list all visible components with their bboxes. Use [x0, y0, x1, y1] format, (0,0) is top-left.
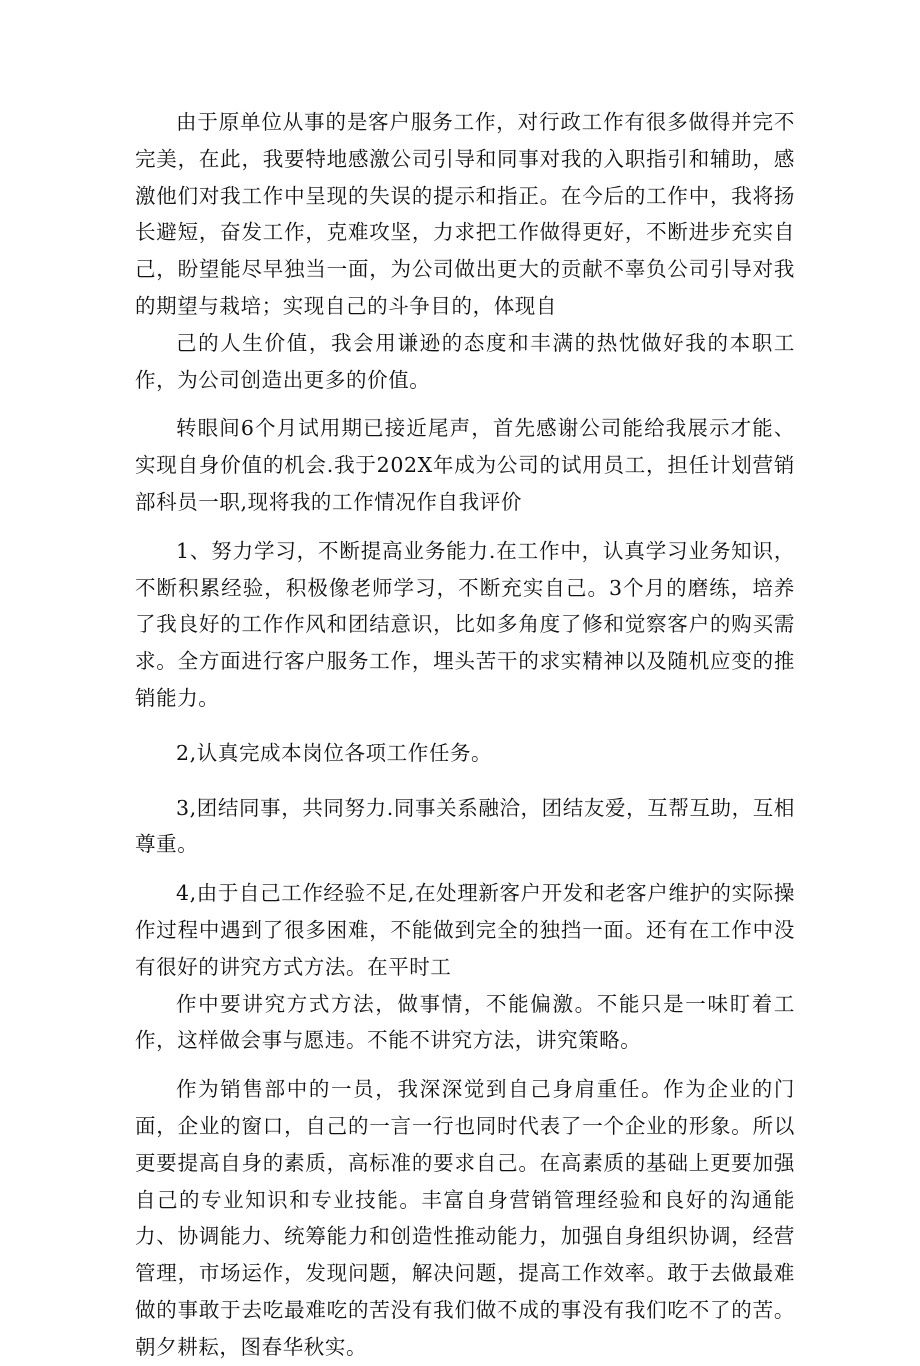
- paragraph-7: 4,由于自己工作经验不足,在处理新客户开发和老客户维护的实际操作过程中遇到了很多困难，不能做到完全的独挡一面。还有在工作中没有很好的讲究方式方法。在平时工: [135, 881, 795, 979]
- paragraph-3: 转眼间6个月试用期已接近尾声，首先感谢公司能给我展示才能、实现自身价值的机会.我于202X年成为公司的试用员工，担任计划营销部科员一职,现将我的工作情况作自我评价: [135, 416, 795, 514]
- paragraph-2: 己的人生价值，我会用谦逊的态度和丰满的热忱做好我的本职工作，为公司创造出更多的价值。: [135, 330, 795, 392]
- paragraph-4: 1、努力学习，不断提高业务能力.在工作中，认真学习业务知识，不断积累经验，积极像老师学习，不断充实自己。3个月的磨练，培养了我良好的工作作风和团结意识，比如多角度了修和觉察客户的购买需求。全方面进行客户服务工作，埋头苦干的求实精神以及随机应变的推销能力。: [135, 538, 795, 710]
- paragraph-6: 3,团结同事，共同努力.同事关系融洽，团结友爱，互帮互助，互相尊重。: [135, 795, 795, 857]
- paragraph-1: 由于原单位从事的是客户服务工作，对行政工作有很多做得并完不完美，在此，我要特地感激公司引导和同事对我的入职指引和辅助，感激他们对我工作中呈现的失误的提示和指正。在今后的工作中，我将扬长避短，奋发工作，克难攻坚，力求把工作做得更好，不断进步充实自己，盼望能尽早独当一面，为公司做出更大的贡献不辜负公司引导对我的期望与栽培；实现自己的斗争目的，体现自: [135, 110, 795, 318]
- paragraph-5: 2,认真完成本岗位各项工作任务。: [176, 740, 493, 765]
- paragraph-9: 作为销售部中的一员，我深深觉到自己身肩重任。作为企业的门面，企业的窗口，自己的一言一行也同时代表了一个企业的形象。所以更要提高自身的素质，高标准的要求自己。在高素质的基础上更要加强自己的专业知识和专业技能。丰富自身营销管理经验和良好的沟通能力、协调能力、统筹能力和创造性推动能力，加强自身组织协调，经营管理，市场运作，发现问题，解决问题，提高工作效率。敢于去做最难做的事敢于去吃最难吃的苦没有我们做不成的事没有我们吃不了的苦。朝夕耕耘，图春华秋实。: [135, 1077, 795, 1359]
- paragraph-8: 作中要讲究方式方法，做事情，不能偏激。不能只是一味盯着工作，这样做会事与愿违。不能不讲究方法，讲究策略。: [135, 991, 795, 1053]
- document-body: [135, 104, 795, 1366]
